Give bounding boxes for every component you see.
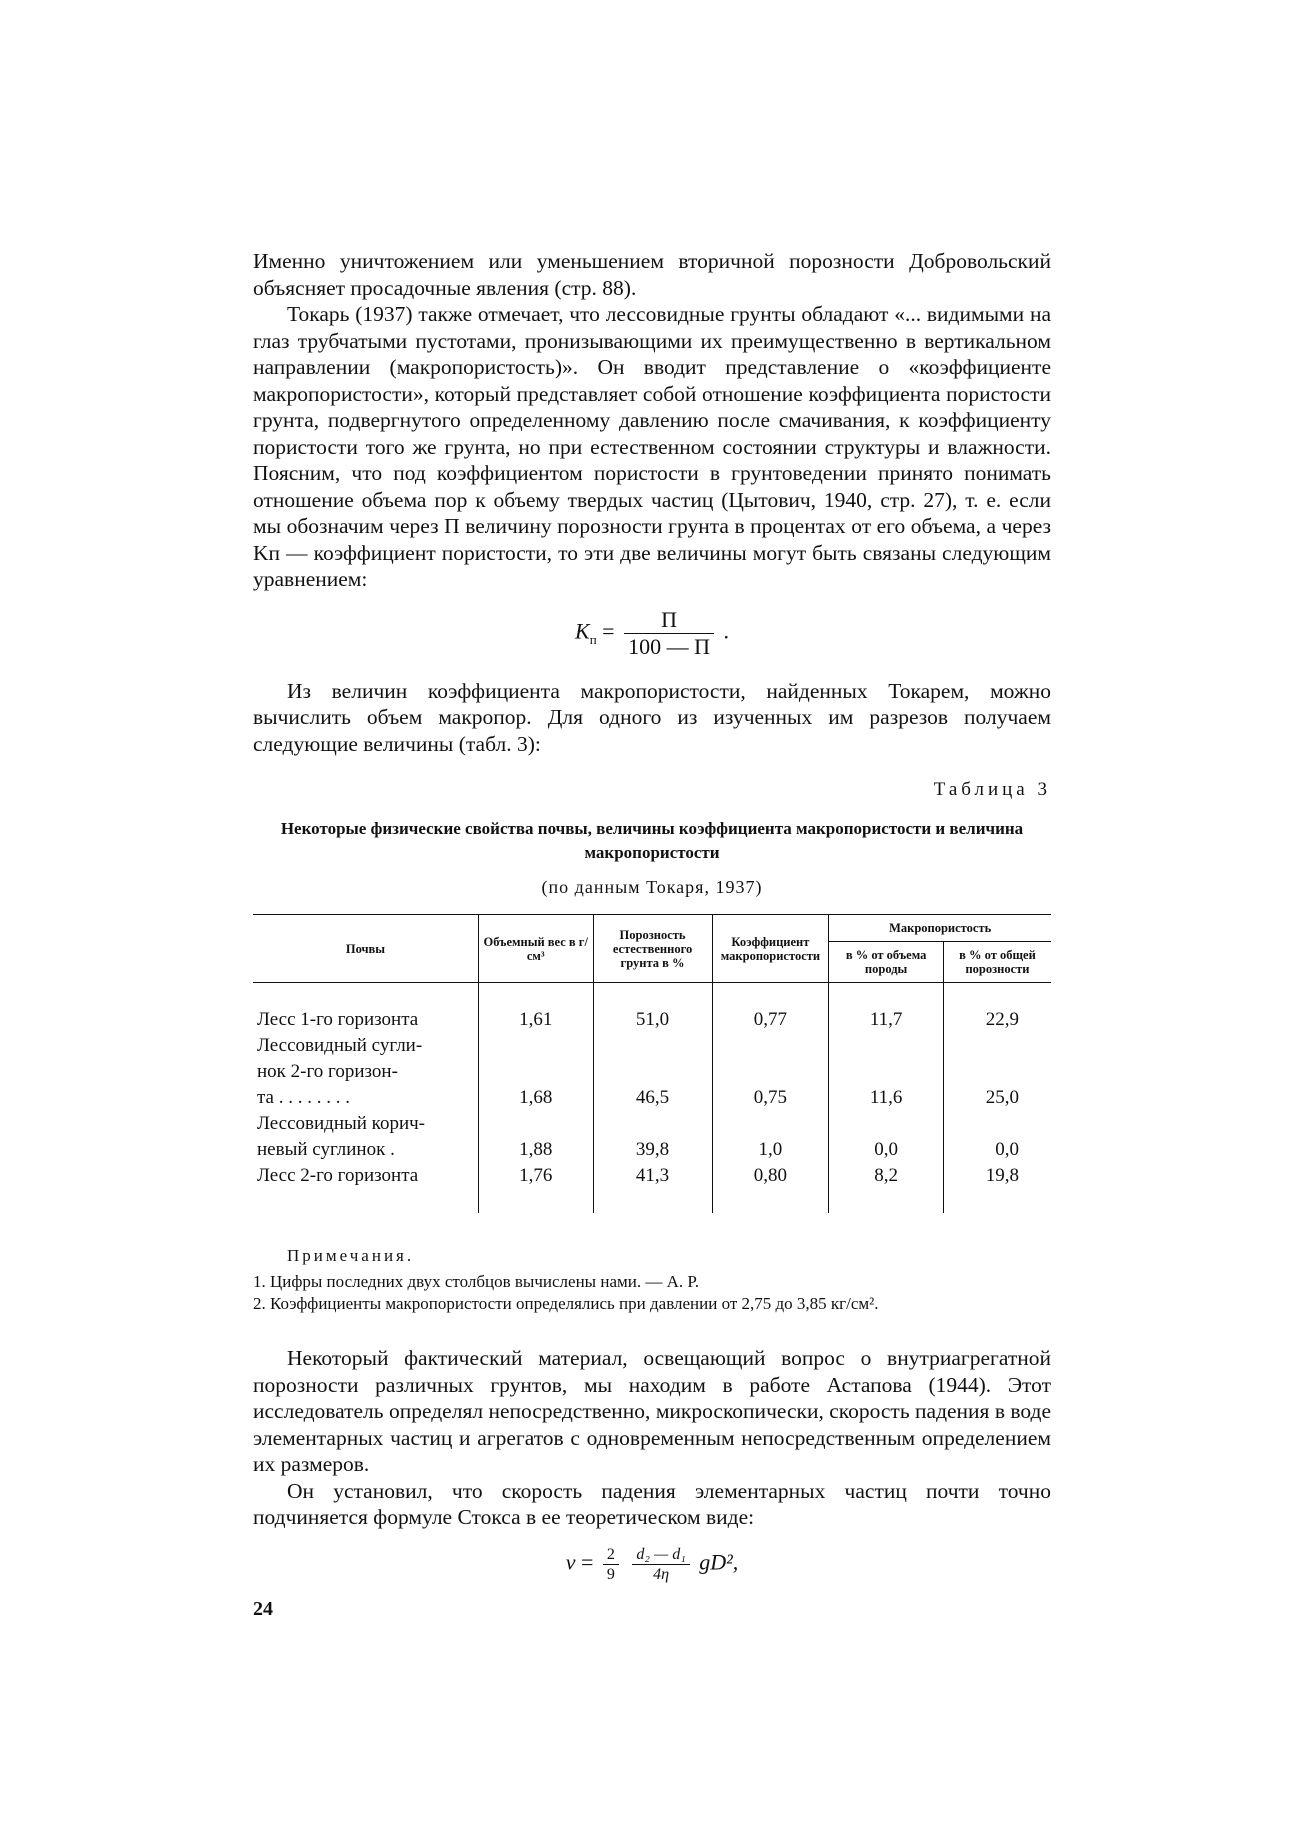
table-row [253, 1007, 1051, 1033]
paragraph-2: Токарь (1937) также отмечает, что лессовидные грунты обладают «... видимыми на глаз трубчатыми пустотами, пронизывающими их преимущественно в вертикальном направлении (макропористость)». Он вводит представление о «коэффициенте макропористости», который представляет собой отношение коэффициента пористости грунта, подвергнутого определенному давлению после смачивания, к коэффициенту пористости того же грунта, но при естественном состоянии структуры и влажности. Поясним, что под коэффициентом пористости в грунтоведении принято понимать отношение объема пор к объему твердых частиц (Цытович, 1940, стр. 27), т. е. если мы обозначим через П величину порозности грунта в процентах от его объема, а через Kп — коэффициент пористости, то эти две величины могут быть связаны следующим уравнением: [253, 302, 1051, 591]
formula2-tail: gD², [699, 1549, 739, 1575]
formula-stokes [253, 1545, 1051, 1584]
formula2-coefficient [603, 1545, 619, 1584]
row2-coef: 0,75 [712, 1033, 829, 1111]
formula1-numerator: П [624, 607, 714, 634]
row1-vol: 11,7 [829, 1007, 944, 1033]
notes-heading: Примечания. [287, 1246, 415, 1265]
row3-porosity: 39,8 [593, 1111, 712, 1163]
formula2-frac-den: 4η [653, 1565, 670, 1583]
table-row [253, 1163, 1051, 1189]
row2-soil-line1: Лессовидный сугли- [257, 1035, 423, 1056]
formula-porosity-coefficient [253, 607, 1051, 660]
header-macroporosity: Макропористость [829, 915, 1051, 942]
row2-soil-line2: нок 2-го горизон- [257, 1061, 398, 1082]
table-3 [253, 914, 1051, 1213]
table-title: Некоторые физические свойства почвы, величины коэффициента макропористости и величина макропористости [280, 819, 1024, 862]
header-bulk-density: Объемный вес в г/см³ [478, 915, 593, 983]
row2-porosity: 46,5 [593, 1033, 712, 1111]
header-macro-porosity-share: в % от общей порозности [943, 942, 1051, 983]
row4-porosity: 41,3 [593, 1163, 712, 1189]
paragraph-5: Он установил, что скорость падения элементарных частиц почти точно подчиняется формуле Стокса в ее теоретическом виде: [253, 1478, 1051, 1529]
formula2-coef-num: 2 [603, 1545, 619, 1565]
formula1-lhs: K [575, 618, 590, 644]
table-subtitle: (по данным Токаря, 1937) [541, 877, 763, 897]
row4-bulk: 1,76 [478, 1163, 593, 1189]
formula2-lhs: v [565, 1549, 576, 1575]
row3-soil-line1: Лессовидный корич- [257, 1113, 426, 1134]
row1-coef: 0,77 [712, 1007, 829, 1033]
row1-soil: Лесс 1-го горизонта [257, 1009, 419, 1030]
header-soils: Почвы [253, 915, 478, 983]
row1-porosity: 51,0 [593, 1007, 712, 1033]
note-2: 2. Коэффициенты макропористости определялись при давлении от 2,75 до 3,85 кг/см². [253, 1294, 879, 1313]
table-label: Таблица 3 [933, 779, 1051, 800]
note-1: 1. Цифры последних двух столбцов вычислены нами. — А. Р. [253, 1272, 699, 1291]
row3-bulk: 1,88 [478, 1111, 593, 1163]
row3-soil-line2: невый суглинок . [257, 1139, 395, 1160]
row1-por: 22,9 [943, 1007, 1051, 1033]
header-porosity: Порозность естественного грунта в % [593, 915, 712, 983]
row4-vol: 8,2 [829, 1163, 944, 1189]
header-macro-volume: в % от объема породы [829, 942, 944, 983]
header-macro-coefficient: Коэффициент макропористости [712, 915, 829, 983]
table-row [253, 1111, 1051, 1163]
formula1-fraction [624, 607, 714, 660]
row1-bulk: 1,61 [478, 1007, 593, 1033]
row4-soil: Лесс 2-го горизонта [257, 1165, 419, 1186]
formula2-fraction [632, 1545, 689, 1584]
row3-por: 0,0 [943, 1111, 1051, 1163]
page-content [253, 248, 1051, 1602]
table-row [253, 1033, 1051, 1111]
page-number: 24 [253, 1598, 273, 1620]
formula1-trail: . [723, 618, 729, 644]
row4-por: 19,8 [943, 1163, 1051, 1189]
row3-coef: 1,0 [712, 1111, 829, 1163]
formula1-denominator: 100 — П [628, 633, 710, 659]
row2-vol: 11,6 [829, 1033, 944, 1111]
formula2-frac-num: d₂ — d₁ [632, 1545, 689, 1565]
row2-soil-line3: та . . . . . . . . [257, 1087, 350, 1108]
row4-coef: 0,80 [712, 1163, 829, 1189]
paragraph-4: Некоторый фактический материал, освещающий вопрос о внутриагрегатной порозности различных грунтов, мы находим в работе Астапова (1944). Этот исследователь определял непосредственно, микроскопически, скорость падения в воде элементарных частиц и агрегатов с одновременным непосредственным определением их размеров. [253, 1346, 1051, 1476]
paragraph-1: Именно уничтожением или уменьшением вторичной порозности Добровольский объясняет просадочные явления (стр. 88). [253, 249, 1051, 300]
formula1-equals: = [602, 618, 615, 644]
paragraph-3: Из величин коэффициента макропористости, найденных Токарем, можно вычислить объем макропор. Для одного из изученных им разрезов получаем следующие величины (табл. 3): [253, 678, 1051, 756]
formula2-coef-den: 9 [606, 1565, 615, 1583]
row2-por: 25,0 [943, 1033, 1051, 1111]
formula2-equals: = [581, 1549, 594, 1575]
table-notes [253, 1245, 1051, 1315]
row2-bulk: 1,68 [478, 1033, 593, 1111]
formula1-lhs-sub: п [589, 631, 597, 647]
row3-vol: 0,0 [829, 1111, 944, 1163]
